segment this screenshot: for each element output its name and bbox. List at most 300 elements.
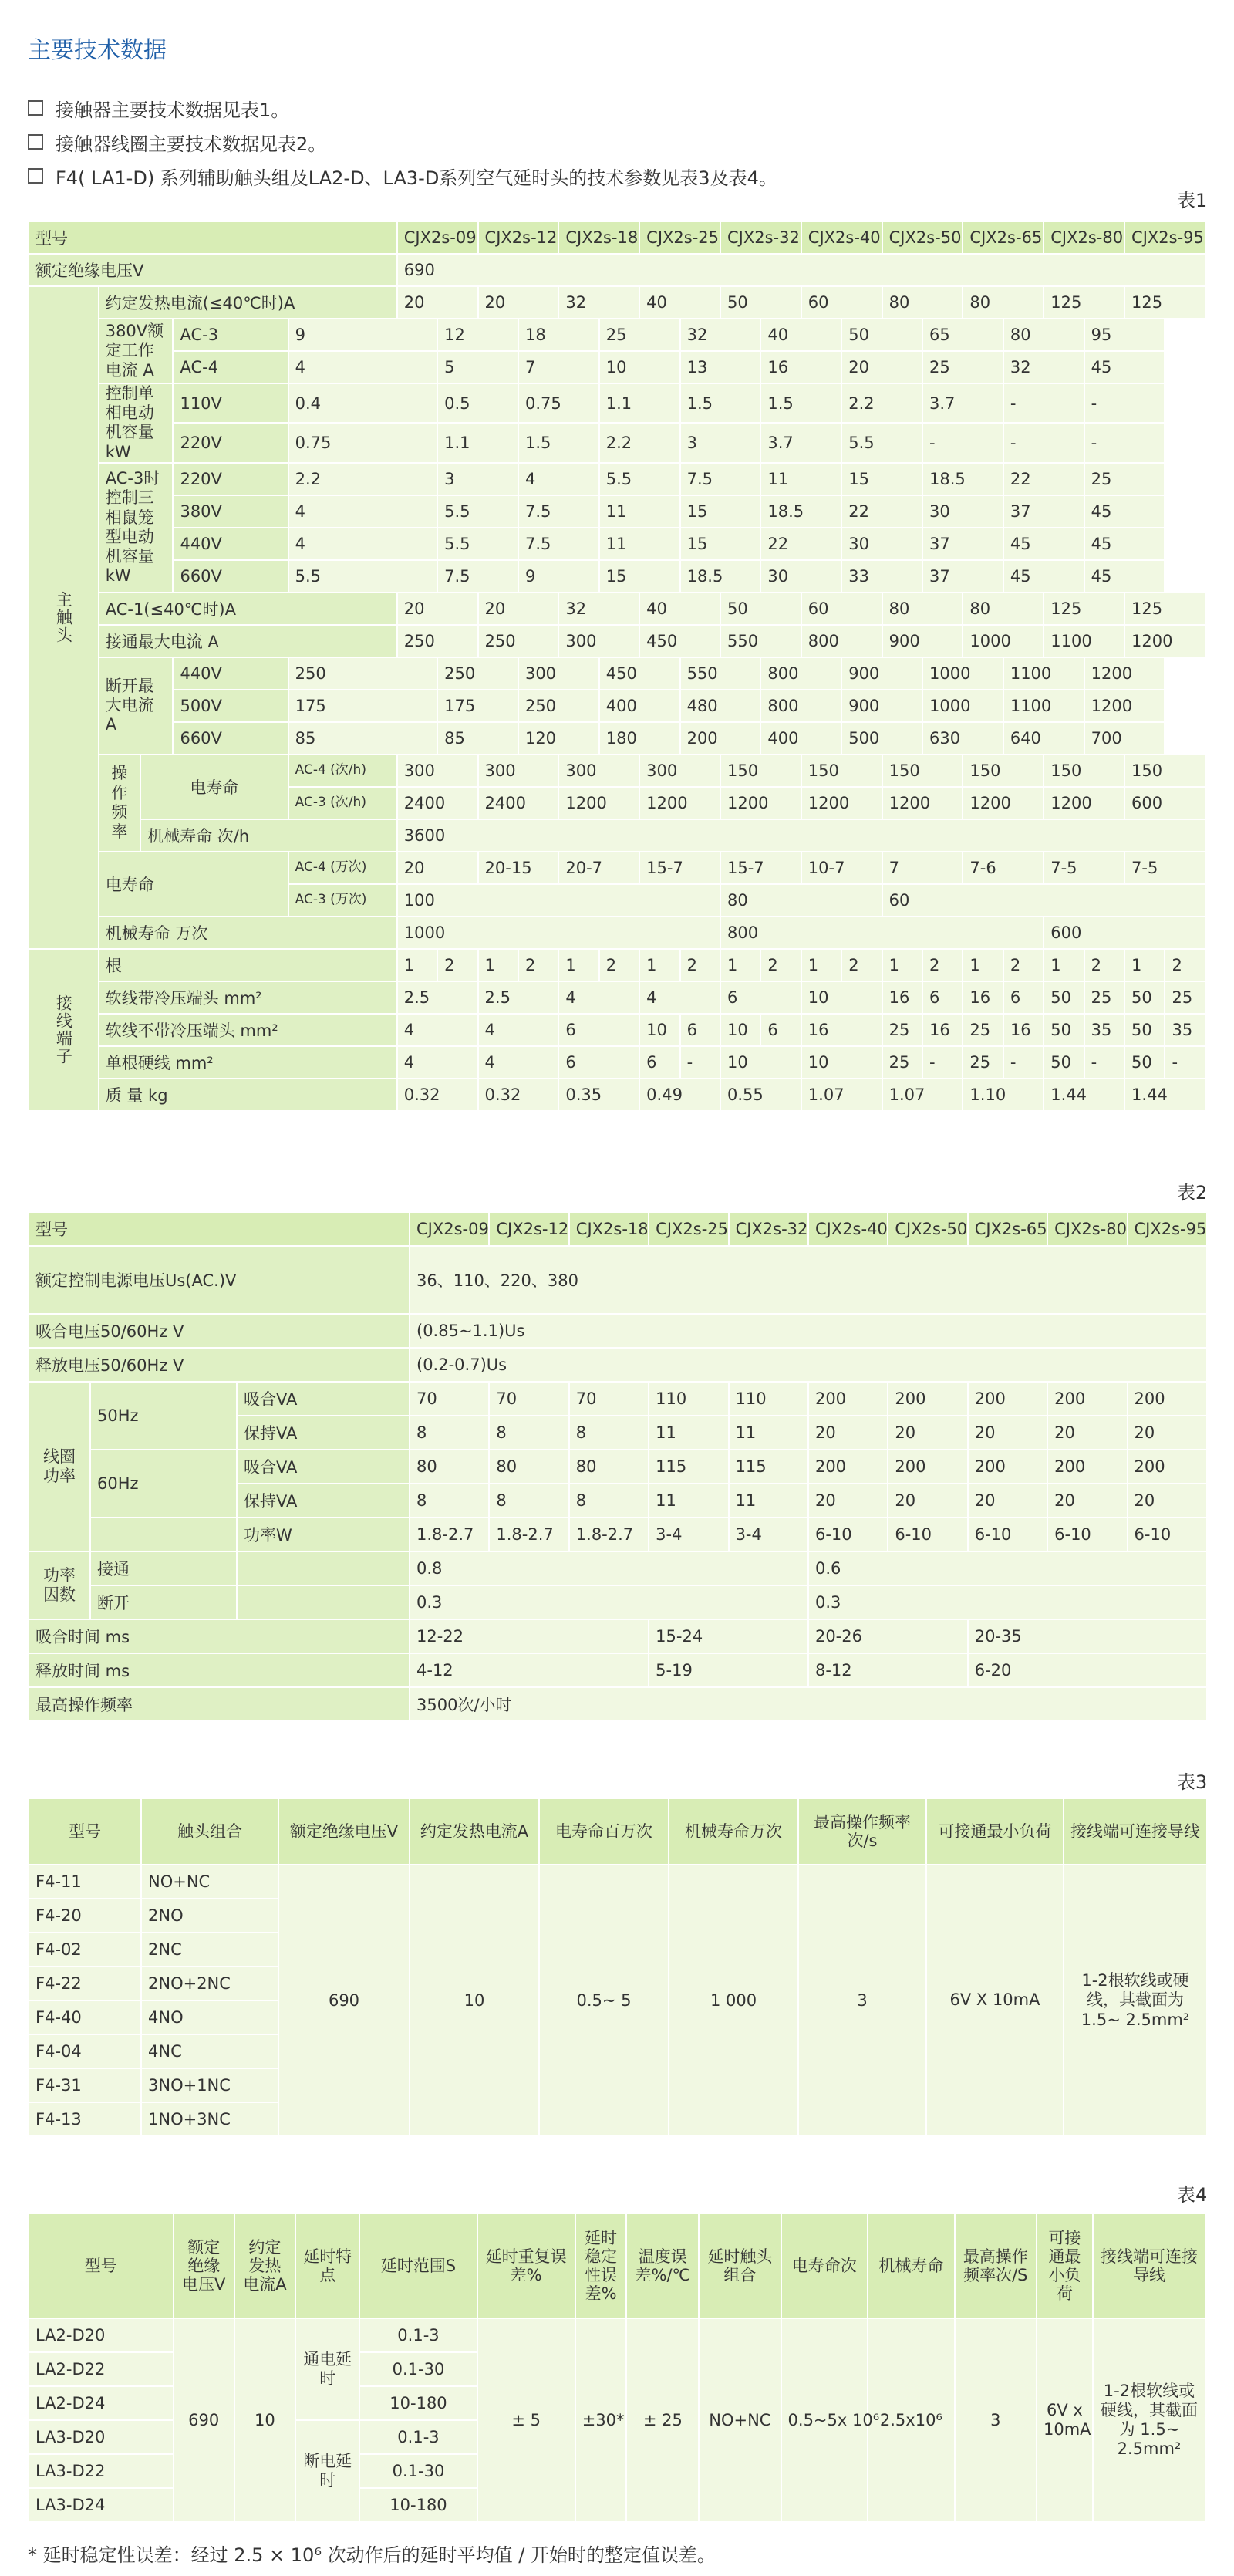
table-cell: 1000 <box>922 690 1003 722</box>
table-cell: 85 <box>288 722 438 755</box>
table-row <box>29 463 1205 495</box>
table-cell: 150 <box>963 755 1044 787</box>
table-cell: 480 <box>680 690 761 722</box>
table-cell: 4 <box>288 351 438 383</box>
table-header: 约定发热电流A <box>410 1798 539 1865</box>
table-row <box>29 1518 1207 1551</box>
table-cell: 3500次/小时 <box>410 1687 1207 1721</box>
table-cell: 20 <box>1047 1416 1127 1450</box>
table-cell: 0.75 <box>518 383 599 423</box>
row-label: 根 <box>99 949 397 981</box>
table-cell: 80 <box>1003 319 1084 351</box>
table-cell: 900 <box>882 625 963 657</box>
table-cell: 35 <box>1165 1014 1205 1046</box>
table-header: 可接通最小负荷 <box>1037 2213 1093 2318</box>
row-label: AC-1(≤40℃时)A <box>99 593 397 625</box>
table-row <box>29 254 1205 286</box>
table-header: CJX2s-12 <box>478 221 559 254</box>
table-cell: 13 <box>680 351 761 383</box>
table-cell: 2 <box>1003 949 1044 981</box>
table-cell: 1 <box>720 949 760 981</box>
table-cell: 2400 <box>397 787 478 819</box>
table-cell: 200 <box>808 1450 888 1484</box>
row-label: 控制单相电动机容量 kW <box>99 383 174 463</box>
table-cell: 80 <box>569 1450 649 1484</box>
table-cell: 11 <box>729 1416 808 1450</box>
table-cell: 1200 <box>963 787 1044 819</box>
table-cell: 33 <box>841 560 922 593</box>
table-cell: - <box>922 423 1003 462</box>
table-cell: 6V x 10mA <box>1037 2318 1093 2522</box>
table-cell: 20 <box>397 852 478 884</box>
table-cell: 50 <box>841 319 922 351</box>
table-cell: 5-19 <box>649 1653 808 1687</box>
table-cell: 35 <box>1084 1014 1124 1046</box>
table-cell: 1.07 <box>882 1079 963 1111</box>
row-label: 功率因数 <box>29 1551 90 1619</box>
table-row <box>29 1551 1207 1585</box>
table-cell: 80 <box>882 286 963 319</box>
table-row <box>29 593 1205 625</box>
table-header: CJX2s-18 <box>558 221 639 254</box>
table-cell: 1200 <box>1044 787 1124 819</box>
table-cell: 80 <box>882 593 963 625</box>
table-cell: 3NO+1NC <box>141 2068 278 2102</box>
row-sublabel: AC-4 (万次) <box>288 852 397 884</box>
group-label <box>29 949 99 1111</box>
table-cell: 1 000 <box>669 1865 798 2136</box>
table-cell: LA2-D22 <box>29 2352 174 2386</box>
table-cell: 5.5 <box>599 463 680 495</box>
table-cell: 20-26 <box>808 1619 968 1653</box>
row-label: 60Hz <box>90 1450 237 1518</box>
table-cell: ± 5 <box>477 2318 575 2522</box>
table-cell: 30 <box>841 528 922 560</box>
table-cell: 6-10 <box>888 1518 967 1551</box>
table-cell: 4 <box>288 495 438 528</box>
row-sublabel: 500V <box>173 690 288 722</box>
table-cell: 1000 <box>963 625 1044 657</box>
table-cell: 1.10 <box>963 1079 1044 1111</box>
table-cell: 50 <box>720 286 801 319</box>
table-header: CJX2s-09 <box>410 1212 489 1246</box>
table-row <box>29 1348 1207 1382</box>
table-row <box>29 722 1205 755</box>
table-cell: 1.1 <box>437 423 518 462</box>
table-cell: 16 <box>760 351 841 383</box>
table-cell: 6 <box>558 1014 639 1046</box>
table-header: CJX2s-32 <box>720 221 801 254</box>
table-cell: 7 <box>882 852 963 884</box>
table-cell: 7-6 <box>963 852 1044 884</box>
table-cell: 250 <box>397 625 478 657</box>
table-cell: 1.8-2.7 <box>489 1518 568 1551</box>
table-cell: 5.5 <box>841 423 922 462</box>
table-header: CJX2s-50 <box>888 1212 967 1246</box>
table-cell: 20 <box>808 1484 888 1518</box>
row-label: 吸合电压50/60Hz V <box>29 1314 410 1348</box>
table-header: 机械寿命 <box>868 2213 955 2318</box>
table-cell: 95 <box>1084 319 1165 351</box>
table-cell: 2.5 <box>478 981 559 1014</box>
table-header: CJX2s-80 <box>1044 221 1124 254</box>
table-header: 最高操作频率次/S <box>955 2213 1037 2318</box>
table-cell: F4-22 <box>29 1967 141 2000</box>
table-cell: 25 <box>599 319 680 351</box>
table-cell: 1000 <box>397 917 720 949</box>
table-cell: 4NC <box>141 2034 278 2068</box>
table-cell: 6-10 <box>968 1518 1047 1551</box>
table-cell: 2NO+2NC <box>141 1967 278 2000</box>
table-cell: 32 <box>1003 351 1084 383</box>
table-cell: 4 <box>478 1014 559 1046</box>
table-cell: - <box>1084 383 1165 423</box>
table-cell: 8 <box>569 1416 649 1450</box>
table-cell: 150 <box>801 755 882 787</box>
table-cell: 11 <box>599 495 680 528</box>
table-cell: 400 <box>599 690 680 722</box>
table-cell: 50 <box>1124 1046 1165 1079</box>
table-cell: 6-10 <box>808 1518 888 1551</box>
table-cell: 80 <box>410 1450 489 1484</box>
table-cell: 115 <box>649 1450 728 1484</box>
table-cell: F4-11 <box>29 1865 141 1899</box>
table-cell: 0.49 <box>639 1079 720 1111</box>
row-label: 软线不带冷压端头 mm² <box>99 1014 397 1046</box>
table-cell: 640 <box>1003 722 1084 755</box>
table-cell: 0.3 <box>808 1585 1207 1619</box>
row-label: 电寿命 <box>140 755 288 819</box>
table-cell: 12-22 <box>410 1619 649 1653</box>
table-cell: 600 <box>1124 787 1205 819</box>
table-cell: LA2-D24 <box>29 2386 174 2420</box>
row-sublabel: 接通 <box>90 1551 237 1585</box>
table-cell: 4 <box>478 1046 559 1079</box>
table-cell: 800 <box>720 917 1044 949</box>
row-label: 吸合时间 ms <box>29 1619 410 1653</box>
table-header: 电寿命百万次 <box>539 1798 669 1865</box>
row-sublabel: 220V <box>173 463 288 495</box>
table-header-row <box>29 1798 1207 1865</box>
table-cell: 4-12 <box>410 1653 649 1687</box>
table-cell: 20-35 <box>968 1619 1207 1653</box>
table-header: 型号 <box>29 221 397 254</box>
table-cell: 10 <box>410 1865 539 2136</box>
table-cell: 65 <box>922 319 1003 351</box>
table-header-row <box>29 2213 1205 2318</box>
table-cell: 8 <box>489 1416 568 1450</box>
table-cell: 10 <box>801 981 882 1014</box>
table-cell: 32 <box>680 319 761 351</box>
table-cell: 30 <box>922 495 1003 528</box>
row-label: 释放时间 ms <box>29 1653 410 1687</box>
table-cell: 4 <box>558 981 639 1014</box>
table-header: CJX2s-50 <box>882 221 963 254</box>
table-cell: 11 <box>599 528 680 560</box>
table-cell: 0.6 <box>808 1551 1207 1585</box>
table-cell: 15 <box>680 528 761 560</box>
table-cell: 900 <box>841 657 922 690</box>
row-sublabel: AC-4 <box>173 351 288 383</box>
table-cell: 0.1-3 <box>359 2420 477 2454</box>
table-cell: 1 <box>1124 949 1165 981</box>
table-header: 延时范围S <box>359 2213 477 2318</box>
row-sublabel: 功率W <box>237 1518 410 1551</box>
table-row <box>29 423 1205 462</box>
table-cell: 1.1 <box>599 383 680 423</box>
table-cell: 0.32 <box>397 1079 478 1111</box>
table-cell: 通电延时 <box>295 2318 359 2420</box>
table-cell: 1 <box>882 949 922 981</box>
table-header: 可接通最小负荷 <box>926 1798 1064 1865</box>
table-cell: 250 <box>288 657 438 690</box>
table-cell: 125 <box>1124 286 1205 319</box>
table-header: 型号 <box>29 1798 141 1865</box>
table-cell: 22 <box>841 495 922 528</box>
table-header: CJX2s-95 <box>1128 1212 1207 1246</box>
table-cell: 550 <box>720 625 801 657</box>
table-cell: 50 <box>1124 1014 1165 1046</box>
table-cell: F4-20 <box>29 1899 141 1933</box>
table-cell: 250 <box>437 657 518 690</box>
table-cell: 200 <box>1047 1450 1127 1484</box>
table-cell: 36、110、220、380 <box>410 1246 1207 1314</box>
table2-label: 表2 <box>1177 1182 1208 1204</box>
table-cell: 60 <box>882 884 1205 917</box>
table-cell: 5.5 <box>437 495 518 528</box>
row-label: 380V额定工作电流 A <box>99 319 174 383</box>
table-cell: 45 <box>1003 528 1084 560</box>
table-cell: 6 <box>639 1046 679 1079</box>
table-row <box>29 351 1205 383</box>
table-header: CJX2s-40 <box>801 221 882 254</box>
table-cell: 20 <box>968 1416 1047 1450</box>
row-sublabel: 吸合VA <box>237 1382 410 1416</box>
row-label: 约定发热电流(≤40℃时)A <box>99 286 397 319</box>
table-cell: 3600 <box>397 819 1205 852</box>
table-cell: 1200 <box>1084 657 1165 690</box>
table-cell: 7.5 <box>518 528 599 560</box>
row-sublabel: 660V <box>173 560 288 593</box>
table-cell: 1000 <box>922 657 1003 690</box>
table-cell: 20 <box>397 593 478 625</box>
table-cell: 16 <box>1003 1014 1044 1046</box>
table4-label: 表4 <box>1177 2184 1208 2206</box>
row-label: 额定控制电源电压Us(AC.)V <box>29 1246 410 1314</box>
table-cell: 0.1-30 <box>359 2454 477 2488</box>
table-cell: 100 <box>397 884 720 917</box>
table-cell: 45 <box>1003 560 1084 593</box>
table-cell: 1-2根软线或硬线，其截面为 1.5~ 2.5mm² <box>1093 2318 1205 2522</box>
table-row <box>29 1314 1207 1348</box>
table-cell: 0.3 <box>410 1585 808 1619</box>
table-cell: 20-15 <box>478 852 559 884</box>
row-sublabel: AC-3 (万次) <box>288 884 397 917</box>
table-cell: 7.5 <box>680 463 761 495</box>
group-text: 主触头 <box>54 590 73 644</box>
table-header: CJX2s-80 <box>1047 1212 1127 1246</box>
table-cell: 2.2 <box>841 383 922 423</box>
table-cell: 8-12 <box>808 1653 968 1687</box>
table-cell: 6 <box>720 981 801 1014</box>
table-cell: 1200 <box>558 787 639 819</box>
table-cell: 22 <box>1003 463 1084 495</box>
table-header: 接线端可连接导线 <box>1093 2213 1205 2318</box>
table-cell: 7-5 <box>1044 852 1124 884</box>
table-row <box>29 2318 1205 2352</box>
row-label: 软线带冷压端头 mm² <box>99 981 397 1014</box>
table-cell: 3 <box>680 423 761 462</box>
table-row <box>29 819 1205 852</box>
table-cell: 2 <box>1165 949 1205 981</box>
table-cell: 5.5 <box>288 560 438 593</box>
intro-item <box>28 91 777 125</box>
table-cell: 40 <box>639 286 720 319</box>
table-cell: 4 <box>639 981 720 1014</box>
table-cell: (0.2-0.7)Us <box>410 1348 1207 1382</box>
table-cell: 800 <box>760 657 841 690</box>
table-row <box>29 1246 1207 1314</box>
table-row <box>29 286 1205 319</box>
table-cell: 2 <box>680 949 720 981</box>
table2 <box>28 1211 1208 1722</box>
table-cell: 2 <box>1084 949 1124 981</box>
row-label: 释放电压50/60Hz V <box>29 1348 410 1382</box>
intro-text: 接触器主要技术数据见表1。 <box>56 99 290 121</box>
table-cell: 300 <box>397 755 478 787</box>
table-row <box>29 657 1205 690</box>
table-cell: 18 <box>518 319 599 351</box>
table-cell: 4 <box>518 463 599 495</box>
table-row <box>29 1046 1205 1079</box>
table-cell: 20 <box>968 1484 1047 1518</box>
table-cell: NO+NC <box>141 1865 278 1899</box>
table-row <box>29 383 1205 423</box>
table-cell: 550 <box>680 657 761 690</box>
table-cell: 15 <box>599 560 680 593</box>
table-cell: 9 <box>518 560 599 593</box>
table-cell: 0.35 <box>558 1079 639 1111</box>
row-label: 电寿命 <box>99 852 288 917</box>
table-cell: 9 <box>288 319 438 351</box>
table-cell: 6V X 10mA <box>926 1865 1064 2136</box>
table-cell: 断电延时 <box>295 2420 359 2522</box>
table-cell: F4-40 <box>29 2000 141 2034</box>
table-cell: 20 <box>888 1416 967 1450</box>
table-cell: 20-7 <box>558 852 639 884</box>
table-cell: 110 <box>649 1382 728 1416</box>
table-cell: - <box>1003 383 1084 423</box>
table-cell: 80 <box>720 884 882 917</box>
table-header: CJX2s-95 <box>1124 221 1205 254</box>
table-cell: 11 <box>729 1484 808 1518</box>
table-cell: 1.44 <box>1124 1079 1205 1111</box>
table-cell: 25 <box>882 1014 922 1046</box>
table-header: 延时重复误差% <box>477 2213 575 2318</box>
table-cell: - <box>1084 423 1165 462</box>
table-cell: 6-10 <box>1047 1518 1127 1551</box>
table-header: 延时稳定性误差% <box>575 2213 627 2318</box>
row-sublabel: 660V <box>173 722 288 755</box>
table-cell: 25 <box>963 1046 1003 1079</box>
table-row <box>29 852 1205 884</box>
table-cell: 80 <box>963 286 1044 319</box>
table-cell: 690 <box>278 1865 410 2136</box>
table-cell: 450 <box>599 657 680 690</box>
table-cell: 200 <box>1128 1382 1207 1416</box>
table-cell: 70 <box>569 1382 649 1416</box>
table-header: 约定发热电流A <box>234 2213 295 2318</box>
table-header: 温度误差%/℃ <box>626 2213 699 2318</box>
table-cell: 200 <box>680 722 761 755</box>
table-cell: - <box>1165 1046 1205 1079</box>
table-cell: 250 <box>518 690 599 722</box>
table-cell: 2NC <box>141 1933 278 1967</box>
table-header: 额定绝缘电压V <box>174 2213 234 2318</box>
row-sublabel: 220V <box>173 423 288 462</box>
table-row <box>29 1079 1205 1111</box>
table-cell: 2.5x10⁶ <box>868 2318 955 2522</box>
table-cell: F4-31 <box>29 2068 141 2102</box>
table-row <box>29 1653 1207 1687</box>
table-row <box>29 1865 1207 1899</box>
table-cell: 3-4 <box>649 1518 728 1551</box>
table-header: CJX2s-25 <box>639 221 720 254</box>
table-cell: 800 <box>801 625 882 657</box>
table-cell: 50 <box>1044 981 1084 1014</box>
row-sublabel: 440V <box>173 657 288 690</box>
table-cell: 1100 <box>1003 657 1084 690</box>
table-cell: 45 <box>1084 495 1165 528</box>
table-cell: 32 <box>558 286 639 319</box>
row-sublabel: AC-3 (次/h) <box>288 787 397 819</box>
table-cell: 60 <box>801 593 882 625</box>
table-cell: 1.44 <box>1044 1079 1124 1111</box>
table-cell: 2 <box>760 949 801 981</box>
table-cell: 2.2 <box>599 423 680 462</box>
row-sublabel: AC-3 <box>173 319 288 351</box>
table-cell: 0.4 <box>288 383 438 423</box>
table-cell: 6-10 <box>1128 1518 1207 1551</box>
table-cell: 8 <box>569 1484 649 1518</box>
table-cell: 37 <box>922 560 1003 593</box>
table-cell: 1100 <box>1003 690 1084 722</box>
table-header: 触头组合 <box>141 1798 278 1865</box>
table-cell: 20 <box>1128 1484 1207 1518</box>
table-cell: 150 <box>882 755 963 787</box>
table-cell: 200 <box>1047 1382 1127 1416</box>
table-cell: 20 <box>1128 1416 1207 1450</box>
table-cell: 120 <box>518 722 599 755</box>
table-cell: 1200 <box>801 787 882 819</box>
table-cell: 4NO <box>141 2000 278 2034</box>
table-cell: 0.8 <box>410 1551 808 1585</box>
table-cell: 25 <box>882 1046 922 1079</box>
table-cell: 1200 <box>1124 625 1205 657</box>
table-cell: 1.8-2.7 <box>410 1518 489 1551</box>
table-cell: LA3-D22 <box>29 2454 174 2488</box>
row-label: 最高操作频率 <box>29 1687 410 1721</box>
row-sublabel: 断开 <box>90 1585 237 1619</box>
table-cell: 45 <box>1084 528 1165 560</box>
table-cell: 1.5 <box>518 423 599 462</box>
table-row <box>29 528 1205 560</box>
table3-label: 表3 <box>1177 1771 1208 1793</box>
table-cell: 1.07 <box>801 1079 882 1111</box>
table-cell: 8 <box>489 1484 568 1518</box>
table-cell: 10 <box>599 351 680 383</box>
table-cell: 125 <box>1044 286 1124 319</box>
